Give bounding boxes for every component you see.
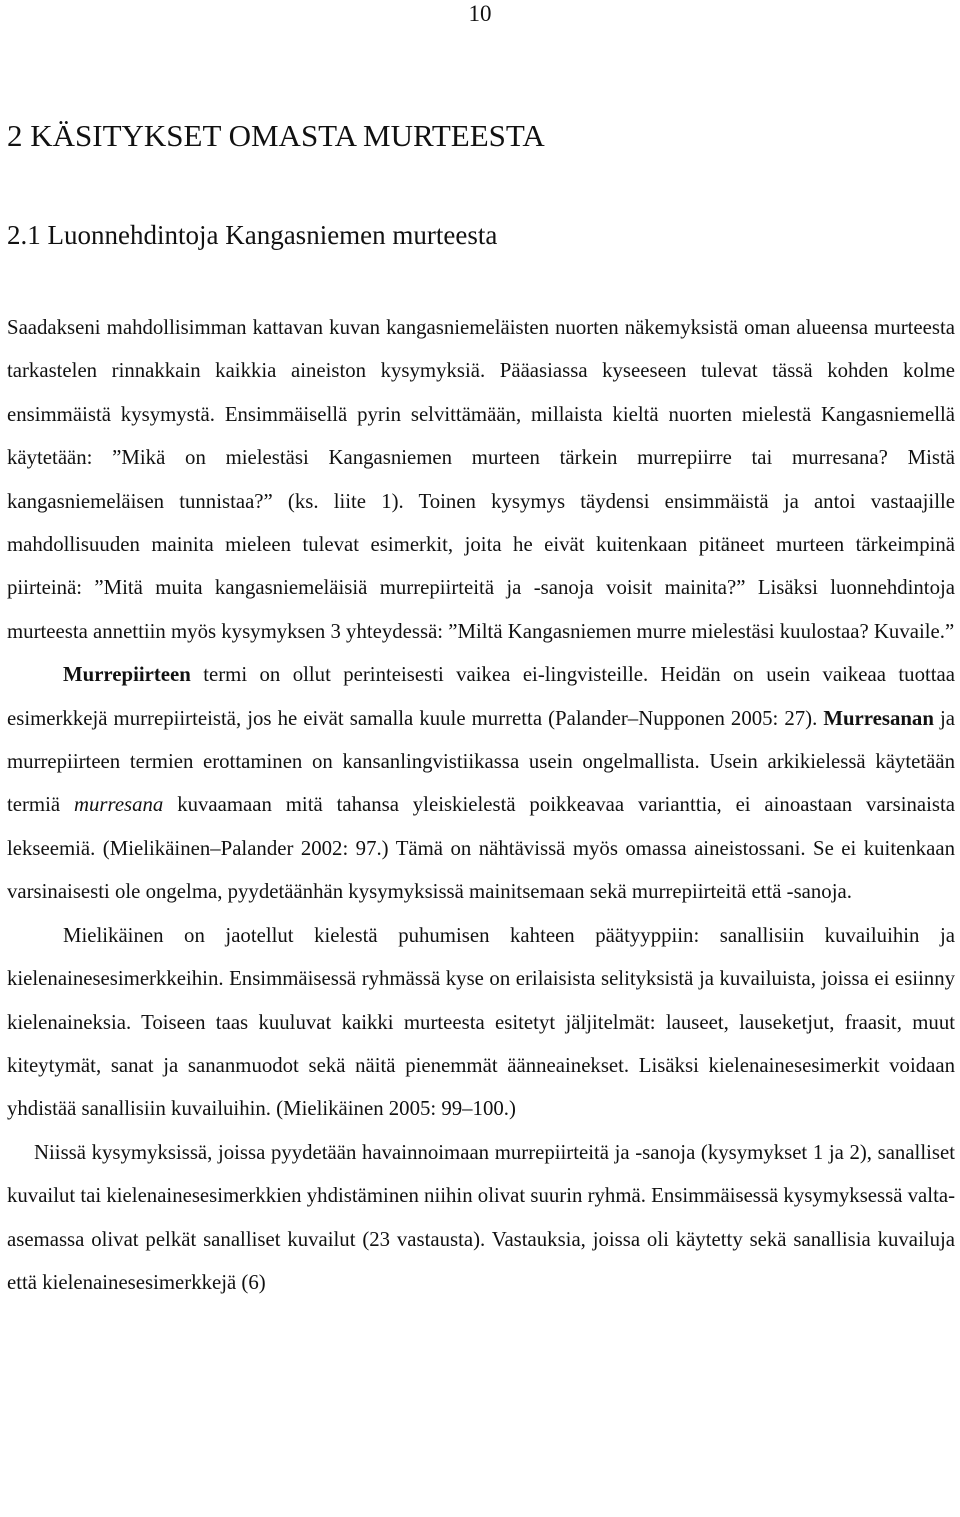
term-murresana: Murresanan [823,706,934,730]
term-murrepiirre: Murrepiirteen [63,663,191,687]
term-murresana-italic: murresana [73,793,164,817]
chapter-heading: 2 KÄSITYKSET OMASTA MURTEESTA [7,118,545,153]
paragraph-3: Mielikäinen on jaotellut kielestä puhumisen kahteen päätyyppiin: sanallisiin kuvailuihin ja kielenainesesimerkkeihin. Ensimmäisessä ryhmässä kyse on erilaisista selityksistä ja kuvailuista, joissa ei esiinny kielenaineksia. Toiseen taas kuuluvat kaikki murteesta esitetyt jäljitelmät: lauseet, lauseketjut, fraasit, muut kiteytymät, sanat ja sananmuodot sekä näitä pienemmät äänneainekset. Lisäksi kielenainesesimerkit voidaan yhdistää sanallisiin kuvailuihin. (Mielikäinen 2005: 99–100.) [7,923,955,1121]
paragraph-2-text-a: termi on ollut perinteisesti vaikea ei-lingvisteille. Heidän on usein vaikeaa tuottaa esimerkkejä murrepiirteistä, jos he eivät samalla kuule murretta (Palander–Nupponen 2005: 27). [7,663,955,730]
section-heading: 2.1 Luonnehdintoja Kangasniemen murteesta [7,220,498,250]
paragraph-2-text-c: kuvaamaan mitä tahansa yleiskielestä poikkeavaa varianttia, ei ainoastaan varsinaista lekseemiä. (Mielikäinen–Palander 2002: 97.) Tämä on nähtävissä myös omassa aineistossani. Se ei kuitenkaan varsinaisesti ole ongelma, pyydetäänhän kysymyksissä mainitsemaan sekä murrepiirteitä että -sanoja. [7,793,955,904]
body-text [7,306,955,1304]
paragraph-2 [7,653,955,913]
paragraph-1: Saadakseni mahdollisimman kattavan kuvan kangasniemeläisten nuorten näkemyksistä oman alueensa murteesta tarkastelen rinnakkain kaikkia aineiston kysymyksiä. Pääasiassa kyseeseen tulevat tässä kohden kolme ensimmäistä kysymystä. Ensimmäisellä pyrin selvittämään, millaista kieltä nuorten mielestä Kangasniemellä käytetään: ”Mikä on mielestäsi Kangasniemen murteen tärkein murrepiirre tai murresana? Mistä kangasniemeläisen tunnistaa?” (ks. liite 1). Toinen kysymys täydensi ensimmäistä ja antoi vastaajille mahdollisuuden mainita mieleen tulevat esimerkit, joita he eivät kuitenkaan pitäneet murteen tärkeimpinä piirteinä: ”Mitä muita kangasniemeläisiä murrepiirteitä ja -sanoja voisit mainita?” Lisäksi luonnehdintoja murteesta annettiin myös kysymyksen 3 yhteydessä: ”Miltä Kangasniemen murre mielestäsi kuulostaa? Kuvaile.” [7,316,955,643]
paragraph-2-text-b: ja murrepiirteen termien erottaminen on kansanlingvistiikassa usein ongelmallista. Usein arkikielessä käytetään termiä [7,706,955,817]
paragraph-4: Niissä kysymyksissä, joissa pyydetään havainnoimaan murrepiirteitä ja -sanoja (kysymykset 1 ja 2), sanalliset kuvailut tai kielenainesesimerkkien yhdistäminen niihin olivat suurin ryhmä. Ensimmäisessä kysymyksessä valta-asemassa olivat pelkät sanalliset kuvailut (23 vastausta). Vastauksia, joissa oli käytetty sekä sanallisia kuvailuja että kielenainesesimerkkejä (6) [7,1140,955,1294]
page-number: 10 [468,1,492,26]
